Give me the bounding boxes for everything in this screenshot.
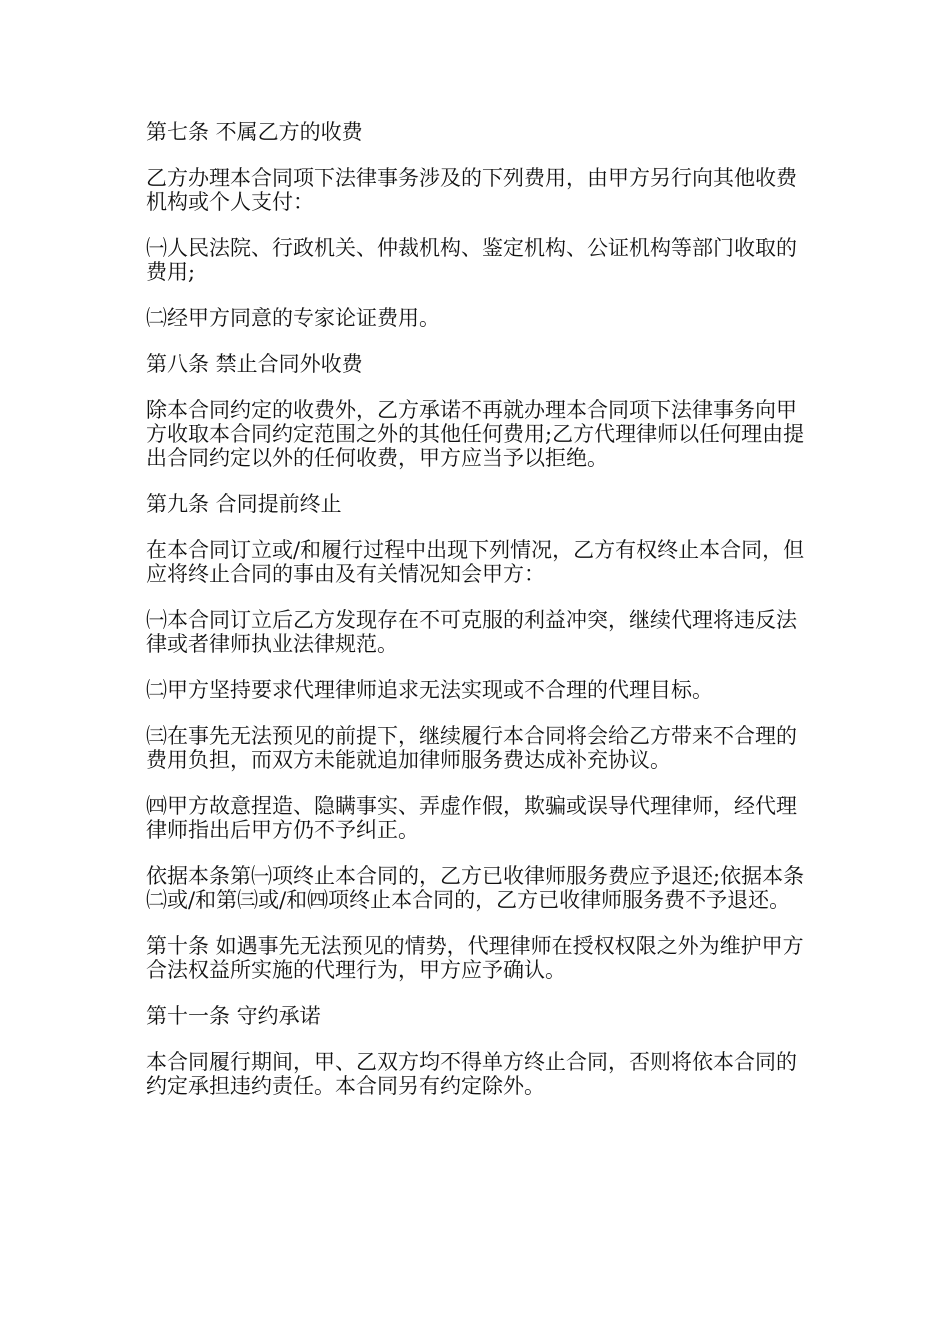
article-9-heading: 第九条 合同提前终止 [146,492,342,516]
article-9-body: 在本合同订立或/和履行过程中出现下列情况，乙方有权终止本合同，但应将终止合同的事由及有关情况知会甲方： [146,538,805,586]
article-9-item-1: ㈠本合同订立后乙方发现存在不可克服的利益冲突，继续代理将违反法律或者律师执业法律规范。 [146,608,797,656]
document-page [146,120,811,1120]
article-7-heading: 第七条 不属乙方的收费 [146,120,363,144]
article-11-body: 本合同履行期间，甲、乙双方均不得单方终止合同，否则将依本合同的约定承担违约责任。本合同另有约定除外。 [146,1050,797,1098]
article-9-item-4: ㈣甲方故意捏造、隐瞒事实、弄虚作假，欺骗或误导代理律师，经代理律师指出后甲方仍不予纠正。 [146,794,797,842]
article-8-heading: 第八条 禁止合同外收费 [146,352,363,376]
article-9-refund-clause: 依据本条第㈠项终止本合同的，乙方已收律师服务费应予退还;依据本条㈡或/和第㈢或/和㈣项终止本合同的，乙方已收律师服务费不予退还。 [146,864,805,912]
article-7-item-1: ㈠人民法院、行政机关、仲裁机构、鉴定机构、公证机构等部门收取的费用; [146,236,797,284]
article-10: 第十条 如遇事先无法预见的情势，代理律师在授权权限之外为维护甲方合法权益所实施的代理行为，甲方应予确认。 [146,934,804,982]
article-7-item-2: ㈡经甲方同意的专家论证费用。 [146,306,440,330]
article-11-heading: 第十一条 守约承诺 [146,1004,321,1028]
article-9-item-2: ㈡甲方坚持要求代理律师追求无法实现或不合理的代理目标。 [146,678,713,702]
article-7-body: 乙方办理本合同项下法律事务涉及的下列费用，由甲方另行向其他收费机构或个人支付： [146,166,797,214]
article-8-body: 除本合同约定的收费外，乙方承诺不再就办理本合同项下法律事务向甲方收取本合同约定范围之外的其他任何费用;乙方代理律师以任何理由提出合同约定以外的任何收费，甲方应当予以拒绝。 [146,398,805,470]
article-9-item-3: ㈢在事先无法预见的前提下，继续履行本合同将会给乙方带来不合理的费用负担，而双方未能就追加律师服务费达成补充协议。 [146,724,797,772]
